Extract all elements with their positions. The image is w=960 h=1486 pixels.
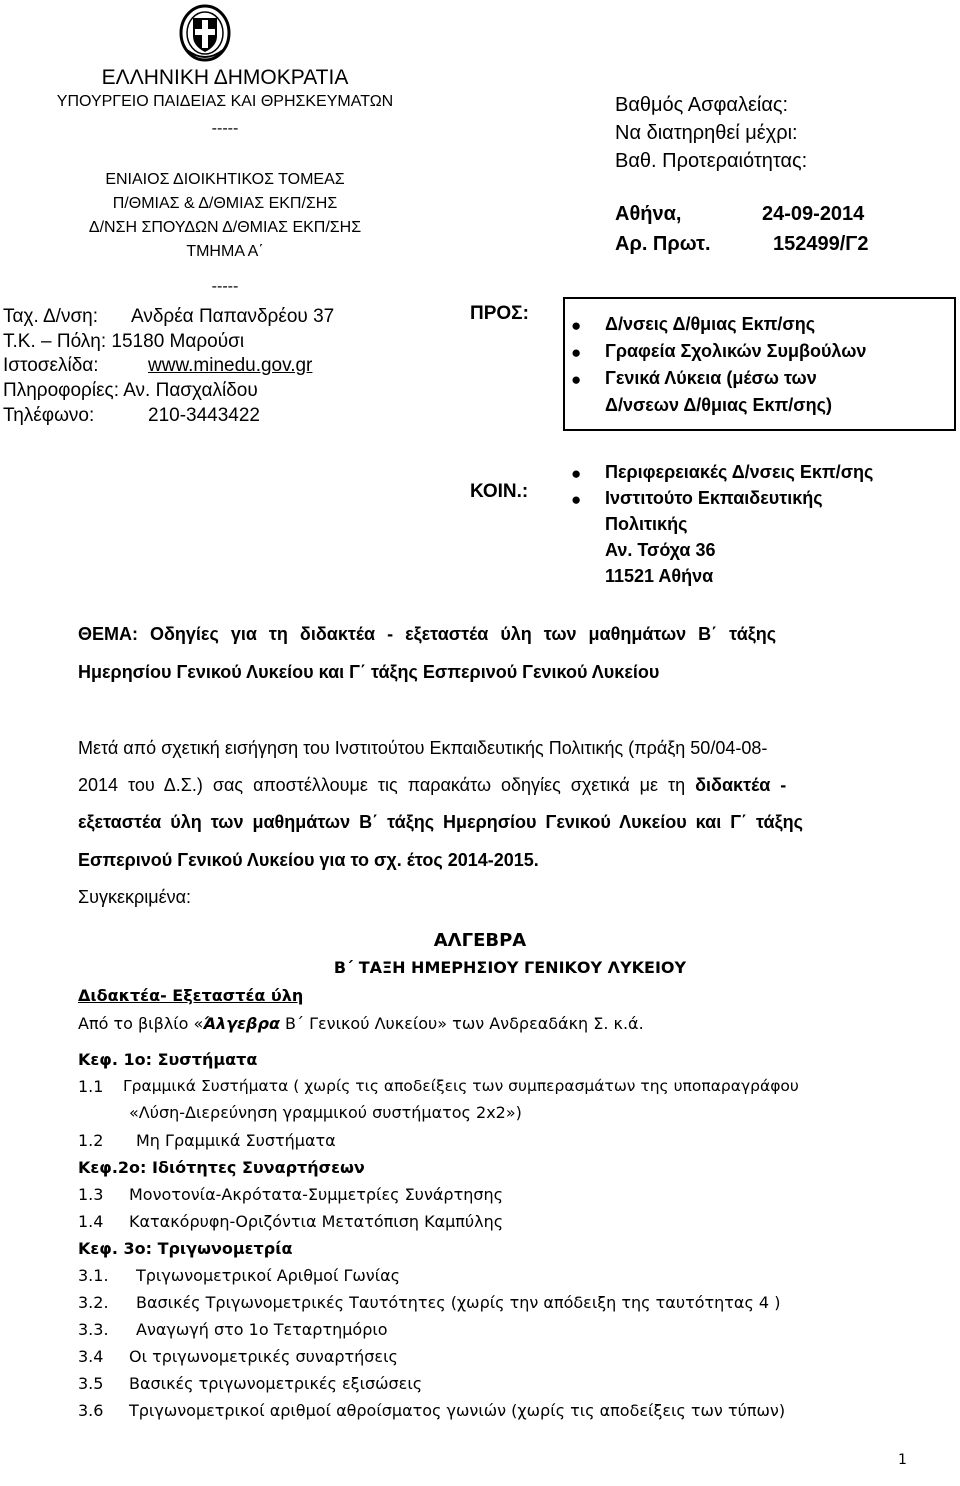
country-name: ΕΛΛΗΝΙΚΗ ΔΗΜΟΚΡΑΤΙΑ — [101, 66, 349, 89]
website-link[interactable]: www.minedu.gov.gr — [148, 355, 313, 376]
body-line-2 — [78, 775, 786, 796]
body-line-4: Εσπερινού Γενικού Λυκείου για το σχ. έτος 2014-2015. — [78, 850, 539, 870]
item-number: 1.3 — [78, 1185, 104, 1204]
body-specifically: Συγκεκριμένα: — [78, 887, 192, 907]
subject-line-1: ΘΕΜΑ: Οδηγίες για τη διδακτέα - εξεταστέα ύλη των μαθημάτων Β΄ τάξης — [78, 624, 777, 644]
cc-address: Αν. Τσόχα 36 — [605, 540, 716, 560]
bullet-icon: ● — [571, 370, 582, 389]
retention: Να διατηρηθεί μέχρι: — [615, 122, 798, 144]
item-3-6 — [78, 1401, 786, 1420]
cc-label: ΚΟΙΝ.: — [470, 481, 529, 502]
cc-postcode: 11521 Αθήνα — [605, 566, 714, 586]
phone-label: Τηλέφωνο: — [3, 405, 95, 426]
item-text: Αναγωγή στο 1ο Τεταρτημόριο — [136, 1320, 388, 1339]
greek-emblem-icon — [175, 2, 235, 62]
recipient-item: Γενικά Λύκεια (μέσω των — [605, 368, 817, 388]
item-3-3 — [78, 1320, 388, 1339]
item-number: 1.1 — [78, 1077, 104, 1096]
book-title: Άλγεβρα — [203, 1014, 280, 1033]
item-number: 3.1. — [78, 1266, 109, 1285]
chapter-3-heading: Κεφ. 3ο: Τριγωνομετρία — [78, 1239, 293, 1258]
address-value: Ανδρέα Παπανδρέου 37 — [131, 306, 335, 327]
place: Αθήνα, — [615, 203, 682, 225]
item-text: Οι τριγωνομετρικές συναρτήσεις — [129, 1347, 398, 1366]
item-text: Μονοτονία-Ακρότατα-Συμμετρίες Συνάρτησης — [129, 1185, 504, 1204]
recipient-item: Δ/νσεις Δ/θμιας Εκπ/σης — [605, 314, 816, 334]
item-1-4 — [78, 1212, 504, 1231]
item-text: Γραμμικά Συστήματα ( χωρίς τις αποδείξεις των συμπερασμάτων της υποπαραγράφου — [123, 1077, 799, 1095]
phone-value: 210-3443422 — [148, 405, 260, 426]
item-text: Μη Γραμμικά Συστήματα — [136, 1131, 336, 1150]
protocol-number: 152499/Γ2 — [773, 233, 869, 255]
item-1-2 — [78, 1131, 336, 1150]
sector-name: ΕΝΙΑΙΟΣ ΔΙΟΙΚΗΤΙΚΟΣ ΤΟΜΕΑΣ — [105, 171, 345, 188]
book-line — [78, 1014, 644, 1033]
place-date-row — [615, 203, 865, 226]
body-line-2-text: 2014 του Δ.Σ.) σας αποστέλλουμε τις παρακάτω οδηγίες σχετικά με τη — [78, 775, 696, 795]
item-number: 3.3. — [78, 1320, 109, 1339]
body-line-3: εξεταστέα ύλη των μαθημάτων Β΄ τάξης Ημερησίου Γενικού Λυκείου και Γ΄ τάξης — [78, 812, 803, 832]
cc-item: Περιφερειακές Δ/νσεις Εκπ/σης — [605, 462, 874, 482]
bullet-icon: ● — [571, 343, 582, 362]
date: 24-09-2014 — [762, 203, 865, 225]
subject-line-2: Ημερησίου Γενικού Λυκείου και Γ΄ τάξης Εσπερινού Γενικού Λυκείου — [78, 662, 660, 682]
address-label: Ταχ. Δ/νση: — [3, 306, 99, 327]
item-1-1-cont: «Λύση-Διερεύνηση γραμμικού συστήματος 2x2») — [129, 1103, 522, 1122]
chapter-2-heading: Κεφ.2ο: Ιδιότητες Συναρτήσεων — [78, 1158, 365, 1177]
header-separator: ----- — [211, 120, 239, 137]
item-number: 3.4 — [78, 1347, 104, 1366]
page-number: 1 — [898, 1452, 907, 1468]
item-number: 3.2. — [78, 1293, 109, 1312]
website-row — [3, 355, 313, 377]
to-label: ΠΡΟΣ: — [470, 303, 529, 324]
division-name: Π/ΘΜΙΑΣ & Δ/ΘΜΙΑΣ ΕΚΠ/ΣΗΣ — [112, 195, 338, 212]
material-heading: Διδακτέα- Εξεταστέα ύλη — [78, 986, 304, 1005]
item-text: Βασικές τριγωνομετρικές εξισώσεις — [129, 1374, 423, 1393]
phone-row — [3, 405, 260, 427]
priority-level: Βαθ. Προτεραιότητας: — [615, 150, 808, 172]
item-number: 1.2 — [78, 1131, 104, 1150]
item-number: 3.6 — [78, 1401, 104, 1420]
directorate-name: Δ/ΝΣΗ ΣΠΟΥΔΩΝ Δ/ΘΜΙΑΣ ΕΚΠ/ΣΗΣ — [88, 219, 362, 236]
item-1-3 — [78, 1185, 504, 1204]
body-line-2-bold: διδακτέα - — [695, 775, 787, 795]
security-level: Βαθμός Ασφαλείας: — [615, 94, 789, 116]
course-title: ΑΛΓΕΒΡΑ — [433, 930, 527, 951]
info-row: Πληροφορίες: Αν. Πασχαλίδου — [3, 380, 258, 401]
book-post: Β΄ Γενικού Λυκείου» των Ανδρεαδάκη Σ. κ.ά. — [279, 1014, 644, 1033]
item-3-4 — [78, 1347, 398, 1366]
item-text: Κατακόρυφη-Οριζόντια Μετατόπιση Καμπύλης — [129, 1212, 504, 1231]
website-label: Ιστοσελίδα: — [3, 355, 99, 376]
item-text: Τριγωνομετρικοί Αριθμοί Γωνίας — [136, 1266, 401, 1285]
cc-item: Ινστιτούτο Εκπαιδευτικής — [605, 488, 823, 508]
city-row: Τ.Κ. – Πόλη: 15180 Μαρούσι — [3, 331, 245, 352]
item-text: Βασικές Τριγωνομετρικές Ταυτότητες (χωρίς την απόδειξη της ταυτότητας 4 ) — [136, 1293, 781, 1312]
cc-item-cont: Πολιτικής — [605, 514, 688, 534]
item-3-1 — [78, 1266, 401, 1285]
protocol-label: Αρ. Πρωτ. — [615, 233, 711, 255]
recipient-item-cont: Δ/νσεων Δ/θμιας Εκπ/σης) — [605, 395, 832, 415]
book-pre: Από το βιβλίο « — [78, 1014, 204, 1033]
item-text: Τριγωνομετρικοί αριθμοί αθροίσματος γωνιών (χωρίς τις αποδείξεις των τύπων) — [129, 1401, 786, 1420]
recipient-item: Γραφεία Σχολικών Συμβούλων — [605, 341, 867, 361]
protocol-row — [615, 233, 869, 256]
header-separator-2: ----- — [211, 278, 239, 295]
item-number: 3.5 — [78, 1374, 104, 1393]
bullet-icon: ● — [571, 316, 582, 335]
item-number: 1.4 — [78, 1212, 104, 1231]
address-row — [3, 306, 335, 328]
ministry-name: ΥΠΟΥΡΓΕΙΟ ΠΑΙΔΕΙΑΣ ΚΑΙ ΘΡΗΣΚΕΥΜΑΤΩΝ — [56, 93, 394, 110]
item-1-1 — [78, 1077, 958, 1096]
bullet-icon: ● — [571, 464, 582, 483]
item-3-2 — [78, 1293, 781, 1312]
chapter-1-heading: Κεφ. 1ο: Συστήματα — [78, 1050, 258, 1069]
bullet-icon: ● — [571, 490, 582, 509]
course-class: Β΄ ΤΑΞΗ ΗΜΕΡΗΣΙΟΥ ΓΕΝΙΚΟΥ ΛΥΚΕΙΟΥ — [333, 958, 687, 977]
item-3-5 — [78, 1374, 423, 1393]
department-name: ΤΜΗΜΑ Α΄ — [186, 243, 264, 260]
body-line-1: Μετά από σχετική εισήγηση του Ινστιτούτου Εκπαιδευτικής Πολιτικής (πράξη 50/04-08- — [78, 738, 768, 758]
